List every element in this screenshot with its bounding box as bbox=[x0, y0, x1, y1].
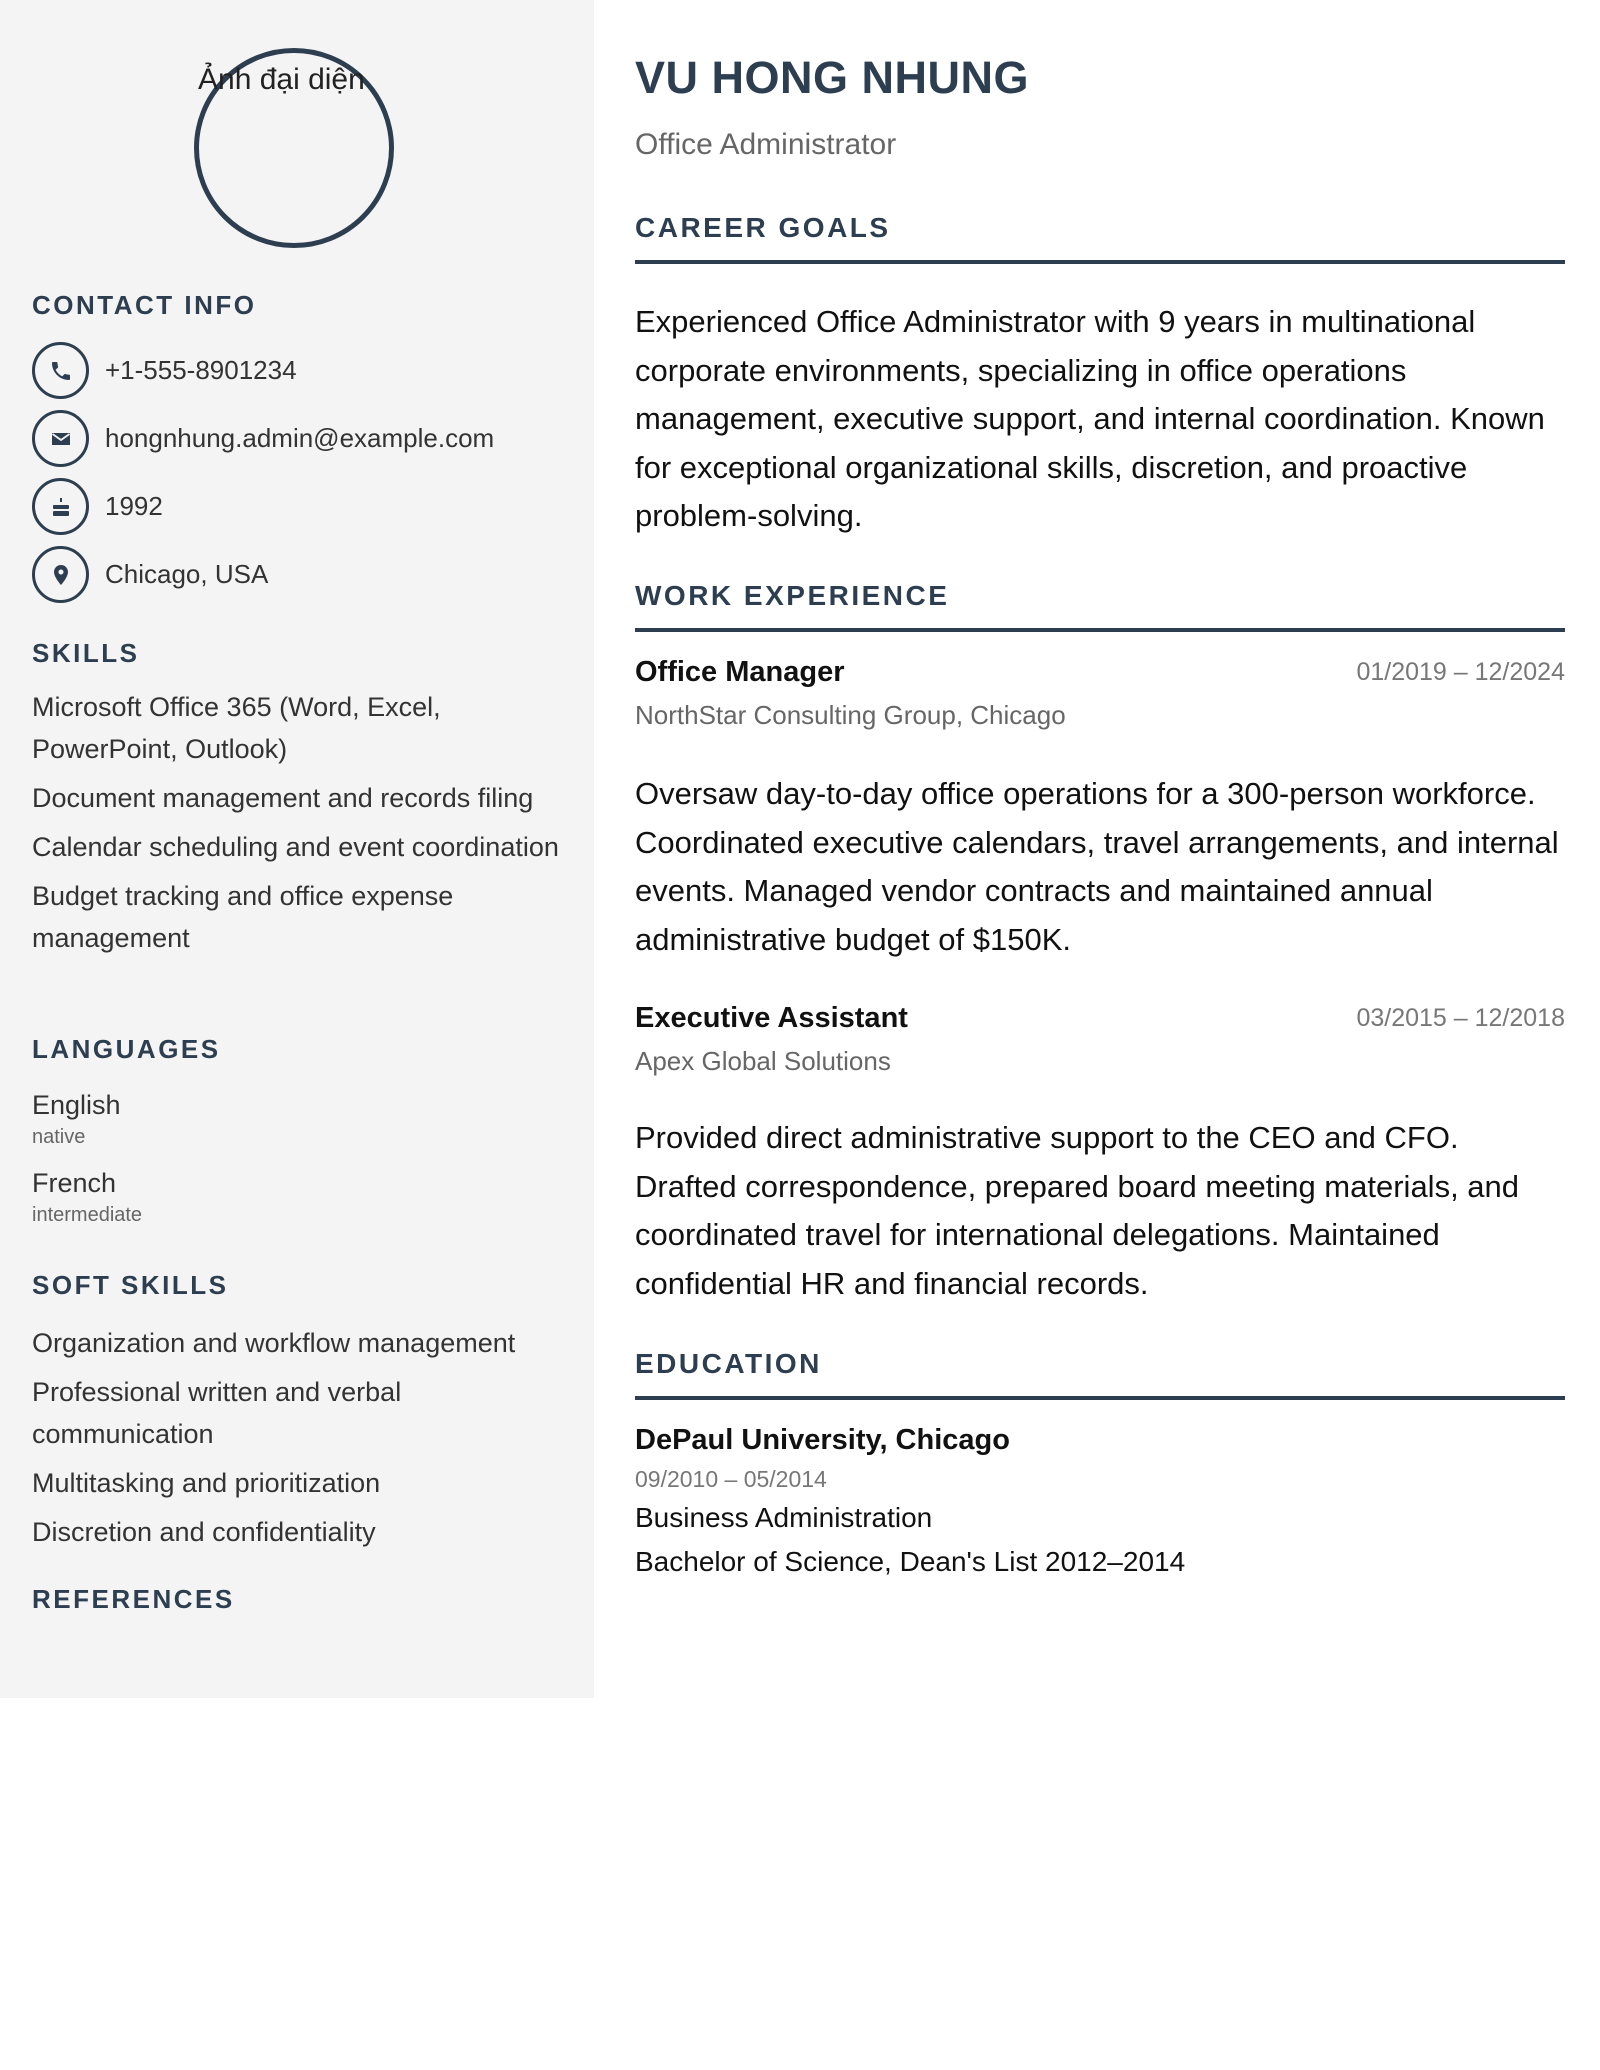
education-dates: 09/2010 – 05/2014 bbox=[635, 1466, 827, 1492]
contact-birth-year bbox=[32, 478, 163, 535]
location-pin-icon bbox=[32, 546, 89, 603]
contact-location bbox=[32, 546, 268, 603]
skill-item: Budget tracking and office expense management bbox=[32, 881, 454, 953]
contact-phone-text[interactable]: +1-555-8901234 bbox=[105, 355, 297, 385]
skill-item: Calendar scheduling and event coordination bbox=[32, 832, 559, 862]
soft-skill-item: Organization and workflow management bbox=[32, 1328, 516, 1358]
soft-skills-heading: SOFT SKILLS bbox=[32, 1270, 229, 1300]
skills-list bbox=[32, 686, 562, 966]
languages-heading: LANGUAGES bbox=[32, 1034, 221, 1064]
languages-list bbox=[32, 1086, 562, 1242]
contact-phone bbox=[32, 342, 297, 399]
contact-location-text: Chicago, USA bbox=[105, 559, 269, 589]
language-level: native bbox=[32, 1126, 86, 1148]
job-description: Provided direct administrative support to the CEO and CFO. Drafted correspondence, prepared board meeting materials, and coordinated travel for international delegations. Maintained confidential HR and financial records. bbox=[635, 1120, 1520, 1301]
language-name: English bbox=[32, 1090, 121, 1120]
contact-email bbox=[32, 410, 494, 467]
career-goals-heading: CAREER GOALS bbox=[635, 212, 1565, 264]
education-heading: EDUCATION bbox=[635, 1348, 1565, 1400]
contact-email-text[interactable]: hongnhung.admin@example.com bbox=[105, 423, 495, 453]
job-dates: 01/2019 – 12/2024 bbox=[1356, 658, 1565, 686]
sidebar bbox=[0, 0, 594, 1698]
job-company: Apex Global Solutions bbox=[635, 1046, 891, 1076]
skill-item: Document management and records filing bbox=[32, 783, 534, 813]
job-title: Office Manager bbox=[635, 656, 845, 688]
education-major: Business Administration bbox=[635, 1502, 933, 1533]
language-name: French bbox=[32, 1168, 117, 1198]
contact-heading: CONTACT INFO bbox=[32, 290, 257, 320]
candidate-title: Office Administrator bbox=[635, 128, 897, 161]
avatar-alt-text: Ảnh đại diện bbox=[198, 63, 365, 96]
contact-birth-year-text: 1992 bbox=[105, 491, 163, 521]
job-company: NorthStar Consulting Group, Chicago bbox=[635, 700, 1066, 730]
job-title: Executive Assistant bbox=[635, 1002, 908, 1034]
skill-item: Microsoft Office 365 (Word, Excel, PowerPoint, Outlook) bbox=[32, 692, 441, 764]
language-level: intermediate bbox=[32, 1204, 143, 1226]
mail-icon bbox=[32, 410, 89, 467]
candidate-name: VU HONG NHUNG bbox=[635, 52, 1030, 103]
job-description: Oversaw day-to-day office operations for a 300-person workforce. Coordinated executive calendars, travel arrangements, and internal events. Managed vendor contracts and maintained annual administrative budget of $150K. bbox=[635, 776, 1559, 957]
soft-skill-item: Discretion and confidentiality bbox=[32, 1517, 376, 1547]
soft-skill-item: Multitasking and prioritization bbox=[32, 1468, 381, 1498]
soft-skill-item: Professional written and verbal communication bbox=[32, 1377, 402, 1449]
skills-heading: SKILLS bbox=[32, 638, 140, 668]
phone-icon bbox=[32, 342, 89, 399]
work-experience-heading: WORK EXPERIENCE bbox=[635, 580, 1565, 632]
references-heading: REFERENCES bbox=[32, 1584, 235, 1614]
education-degree: Bachelor of Science, Dean's List 2012–2014 bbox=[635, 1546, 1186, 1577]
cake-icon bbox=[32, 478, 89, 535]
career-goals-text: Experienced Office Administrator with 9 years in multinational corporate environments, specializing in office operations management, executive support, and internal coordination. Known for exceptional organizational skills, discretion, and proactive problem-solving. bbox=[635, 304, 1545, 533]
education-school: DePaul University, Chicago bbox=[635, 1424, 1010, 1456]
soft-skills-list bbox=[32, 1322, 562, 1560]
job-dates: 03/2015 – 12/2018 bbox=[1356, 1004, 1565, 1032]
